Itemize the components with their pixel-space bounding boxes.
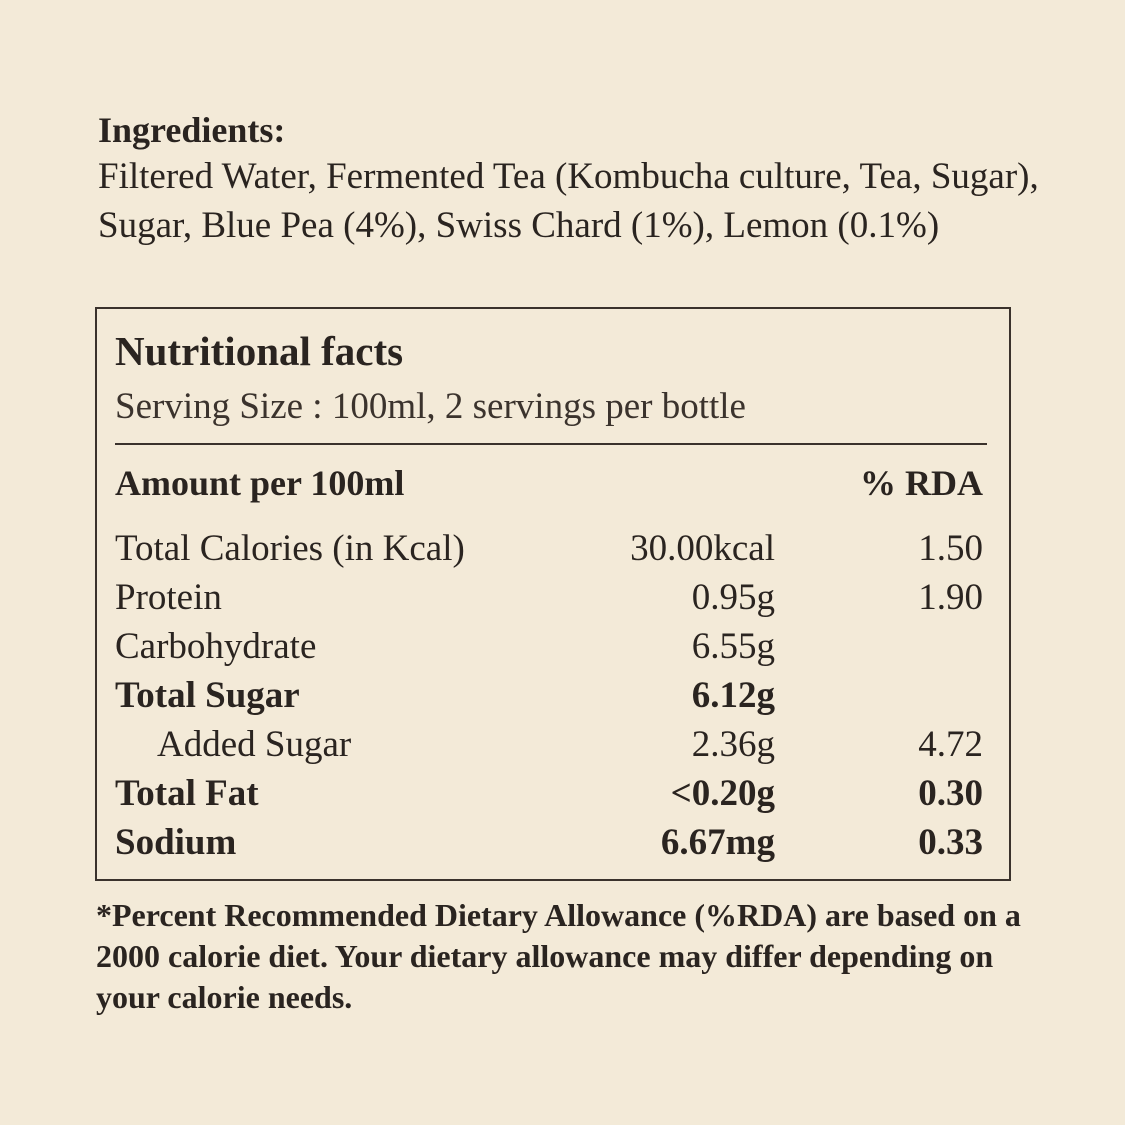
ingredients-heading: Ingredients: [98, 110, 286, 150]
table-row [115, 818, 987, 867]
nutrient-rda: 1.90 [918, 577, 983, 618]
nutrition-title: Nutritional facts [115, 328, 404, 374]
nutrient-name: Carbohydrate [115, 626, 317, 667]
nutrition-facts-panel [95, 307, 1011, 881]
nutrient-name: Total Calories (in Kcal) [115, 528, 465, 569]
nutrient-amount: 30.00kcal [630, 528, 775, 569]
nutrient-rda: 4.72 [918, 724, 983, 765]
serving-size: Serving Size : 100ml, 2 servings per bottle [115, 386, 746, 427]
ingredients-text: Filtered Water, Fermented Tea (Kombucha culture, Tea, Sugar), Sugar, Blue Pea (4%), Swiss Chard (1%), Lemon (0.1%) [98, 156, 1039, 246]
table-row [115, 671, 987, 720]
table-row [115, 720, 987, 769]
amount-header: Amount per 100ml [115, 463, 405, 503]
ingredients-section [98, 108, 1048, 250]
nutrient-amount: 6.67mg [660, 822, 775, 863]
rda-header: % RDA [860, 463, 983, 503]
rda-footnote: *Percent Recommended Dietary Allowance (%RDA) are based on a 2000 calorie diet. Your dietary allowance may differ depending on your calorie needs. [96, 897, 1021, 1015]
nutrient-amount: 6.55g [691, 626, 775, 667]
table-header [115, 459, 987, 509]
nutrient-amount: <0.20g [670, 773, 775, 814]
nutrient-name: Added Sugar [157, 724, 352, 765]
nutrient-rda: 0.33 [918, 822, 983, 863]
divider [115, 443, 987, 445]
table-row [115, 622, 987, 671]
table-row [115, 573, 987, 622]
nutrition-table [115, 459, 987, 867]
nutrient-name: Total Fat [115, 773, 259, 814]
nutrient-name: Protein [115, 577, 222, 618]
nutrient-name: Total Sugar [115, 675, 300, 716]
nutrient-amount: 0.95g [691, 577, 775, 618]
nutrient-amount: 2.36g [691, 724, 775, 765]
table-row [115, 524, 987, 573]
nutrient-amount: 6.12g [691, 675, 775, 716]
nutrient-rda: 1.50 [918, 528, 983, 569]
nutrient-rda: 0.30 [918, 773, 983, 814]
nutrient-name: Sodium [115, 822, 237, 863]
table-row [115, 769, 987, 818]
